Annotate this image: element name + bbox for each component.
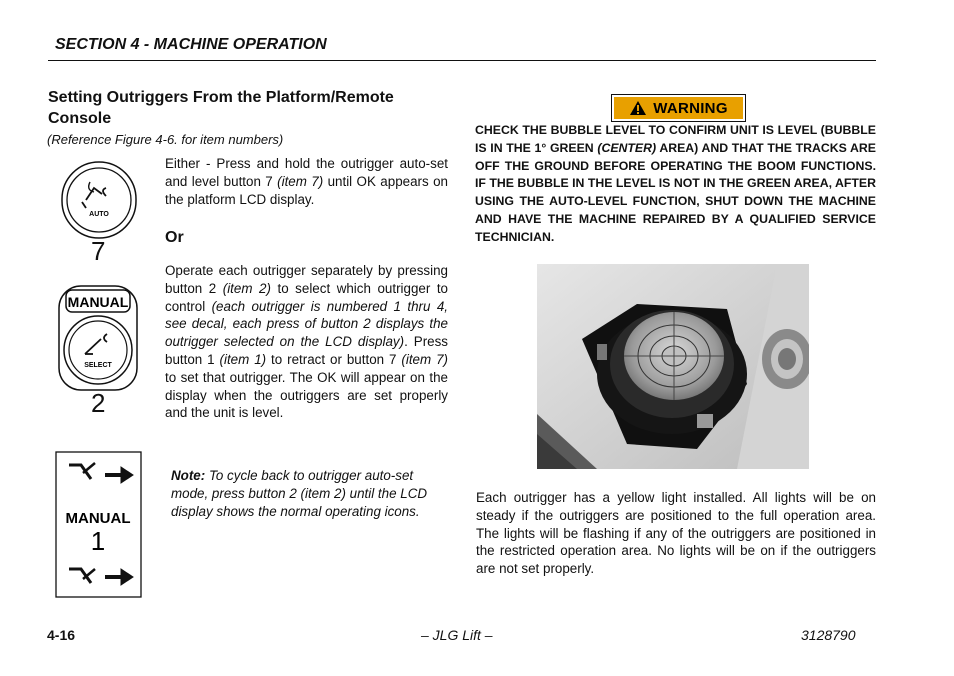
item-ref: (item 1): [219, 351, 267, 367]
item-note: (each outrigger is numbered 1 thru 4, see decal, each press of button 2 displays the outrigger selected on the LCD display): [165, 298, 448, 350]
header-rule: [48, 60, 876, 61]
button-2-number: 2: [91, 388, 106, 418]
note-text: To cycle back to outrigger auto-set mode, press button 2 (item 2) until the LCD display shows the normal operating icons.: [171, 468, 428, 519]
note: [171, 467, 451, 520]
auto-label: AUTO: [89, 211, 109, 218]
button-7-number: 7: [91, 236, 106, 266]
warning-label: WARNING: [653, 99, 728, 117]
text: CHECK THE BUBBLE LEVEL TO CONFIRM UNIT IS LEVEL (BUBBLE IS IN THE 1° GREEN: [475, 123, 876, 155]
text: Operate each outrigger separately by pressing button 2: [165, 263, 448, 296]
warning-triangle-icon: [629, 100, 647, 116]
manual-label: MANUAL: [65, 510, 131, 527]
text: to retract or button 7: [266, 351, 402, 367]
lcd-display-icon: [55, 451, 143, 599]
paragraph-manual: [165, 262, 448, 422]
select-button-icon: [57, 284, 141, 394]
or-label: Or: [165, 229, 184, 246]
center-emphasis: (CENTER): [597, 140, 657, 155]
text: AREA) AND THAT THE TRACKS ARE OFF THE GROUND BEFORE OPERATING THE BOOM FUNCTIONS. IF THE BUBBLE IN THE LEVEL IS NOT IN THE GREEN AREA, AFTER USING THE AUTO-LEVEL FUNCTION, SHUT DOWN THE MACHINE AND HAVE THE MACHINE REPAIRED BY A QUALIFIED SERVICE TECHNICIAN.: [475, 140, 877, 244]
text: to set that outrigger. The OK will appear on the display when the outriggers are set properly and the unit is level.: [165, 369, 448, 421]
select-label: SELECT: [84, 362, 112, 369]
note-label: Note:: [171, 468, 206, 483]
document-number: 3128790: [801, 627, 856, 643]
button-1-number: 1: [90, 526, 106, 556]
text: to select which outrigger to control: [165, 280, 448, 314]
bubble-level-photo: [537, 264, 809, 469]
paragraph-lights: Each outrigger has a yellow light installed. All lights will be on steady if the outriggers are positioned to the full operation area. The lights will be flashing if any of the outriggers are positioned in the restricted operation area. No lights will be on if the outriggers are not set properly.: [476, 490, 876, 577]
page-heading: Setting Outriggers From the Platform/Remote Console: [48, 89, 394, 127]
item-ref: (item 7): [401, 351, 448, 367]
page-number: 4-16: [47, 627, 76, 643]
footer-brand: – JLG Lift –: [421, 627, 493, 643]
item-ref: (item 2): [222, 280, 271, 296]
reference-note: (Reference Figure 4-6. for item numbers): [47, 132, 284, 147]
text: until OK appears on the platform LCD display.: [165, 173, 448, 207]
text: . Press button 1: [165, 334, 449, 367]
text: Either - Press and hold the outrigger auto-set and level button 7: [165, 156, 448, 189]
warning-text: [475, 122, 876, 247]
paragraph-auto-set: [165, 155, 448, 208]
section-title: SECTION 4 - MACHINE OPERATION: [55, 36, 327, 53]
warning-banner: [611, 94, 746, 122]
item-ref: (item 7): [277, 173, 324, 189]
manual-label: MANUAL: [67, 294, 129, 310]
